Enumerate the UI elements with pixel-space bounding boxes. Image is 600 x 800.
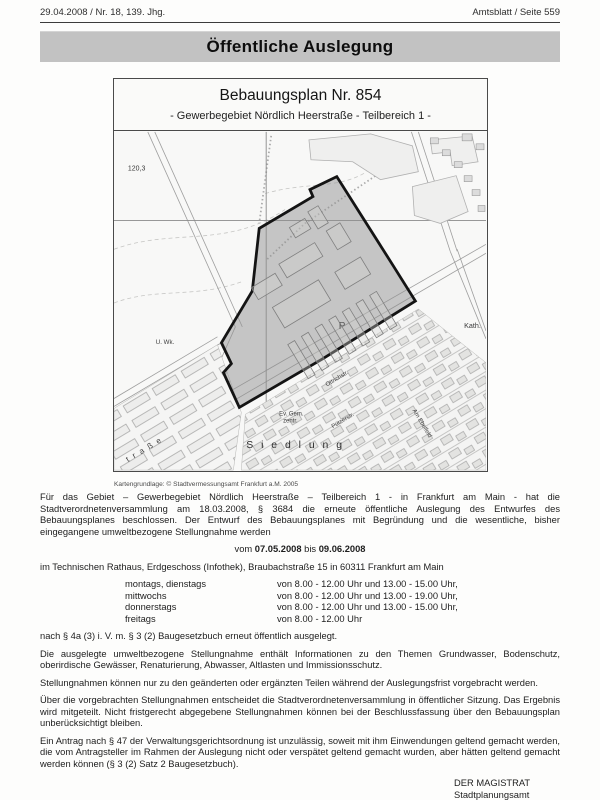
page-header <box>40 7 560 23</box>
paragraph-admissibility: Ein Antrag nach § 47 der Verwaltungsgerichtsordnung ist unzulässig, soweit mit ihm Einwendungen geltend gemacht werden, die vom Antragsteller im Rahmen der Auslegung nicht oder verspätet geltend gemacht wurden, aber hätten geltend gemacht werden können (§ 3 (2) Satz 2 Baugesetzbuch). <box>40 735 560 769</box>
paragraph-comments: Stellungnahmen können nur zu den geänderten oder ergänzten Teilen während der Auslegungsfrist vorgebracht werden. <box>40 677 538 688</box>
paragraph-location: im Technischen Rathaus, Erdgeschoss (Infothek), Braubachstraße 15 in 60311 Frankfurt am Main <box>40 561 444 572</box>
street-label-ottrichstr: Ottrichstr. <box>324 369 350 389</box>
schedule-row <box>125 614 560 626</box>
schedule-days: mittwochs <box>125 590 167 601</box>
plan-map-box <box>113 78 488 472</box>
period-middle: bis <box>304 544 317 554</box>
schedule-times: von 8.00 - 12.00 Uhr <box>277 613 363 624</box>
period-prefix: vom <box>234 544 253 554</box>
notice-body <box>40 492 560 800</box>
plan-title-block <box>114 79 487 131</box>
opening-hours-table <box>125 579 560 625</box>
map-source-caption: Kartengrundlage: © Stadtvermessungsamt Frankfurt a.M. 2005 <box>114 481 299 488</box>
section-banner <box>40 31 560 62</box>
uwk-label: U. Wk. <box>155 338 175 346</box>
section-banner-title: Öffentliche Auslegung <box>206 37 394 56</box>
plan-subtitle: - Gewerbegebiet Nördlich Heerstraße - Teilbereich 1 - <box>170 110 431 122</box>
elevation-label: 120,3 <box>127 165 146 173</box>
paragraph-decision: Über die vorgebrachten Stellungnahmen entscheidet die Stadtverordnetenversammlung in öffentlicher Sitzung. Das Ergebnis wird mitgeteilt. Nicht fristgerecht abgegebene Stellungnahmen können bei der Beschlussfassung über den Bebauungsplan unberücksichtigt bleiben. <box>40 695 560 728</box>
street-label-puetzerstr: Pützerstr. <box>330 411 356 431</box>
ev-gem-label-2: zentr. <box>283 418 298 425</box>
signature-authority: DER MAGISTRAT <box>454 778 531 788</box>
signature-office: Stadtplanungsamt <box>454 789 530 800</box>
plan-title: Bebauungsplan Nr. 854 <box>219 87 382 104</box>
period-start-date: 07.05.2008 <box>254 544 302 554</box>
siedlung-label: S i e d l u n g <box>246 440 345 452</box>
street-label-am-ebelfeld: Am Ebelfeld <box>410 408 433 439</box>
schedule-times: von 8.00 - 12.00 Uhr und 13.00 - 19.00 Uhr, <box>277 590 458 601</box>
kath-label: Kath. <box>464 321 481 330</box>
schedule-row <box>125 591 560 603</box>
schedule-days: donnerstags <box>125 602 177 612</box>
parking-label: P <box>338 320 346 332</box>
ev-gem-label-1: Ev. Gem. <box>279 411 304 418</box>
schedule-times: von 8.00 - 12.00 Uhr und 13.00 - 15.00 Uhr, <box>277 579 458 589</box>
cadastral-map <box>114 131 486 471</box>
schedule-times: von 8.00 - 12.00 Uhr und 13.00 - 15.00 Uhr, <box>277 602 458 612</box>
signature-block <box>454 778 560 800</box>
display-period-line <box>40 544 560 556</box>
header-date-issue: 29.04.2008 / Nr. 18, 139. Jhg. <box>40 7 166 18</box>
paragraph-legal-basis: nach § 4a (3) i. V. m. § 3 (2) Baugesetzbuch erneut öffentlich ausgelegt. <box>40 631 338 641</box>
schedule-row <box>125 602 560 614</box>
paragraph-intro: Für das Gebiet – Gewerbegebiet Nördlich Heerstraße – Teilbereich 1 - in Frankfurt am Main - hat die Stadtverordnetenversammlung am 18.03.2008, § 3684 die erneute öffentliche Auslegung des Entwurfes des Bebauungsplanes beschlossen. Der Entwurf des Bebauungsplanes mit Begründung und die wesentliche, bisher eingegangene umweltbezogene Stellungnahme werden <box>40 492 560 537</box>
period-end-date: 09.06.2008 <box>318 544 366 554</box>
schedule-days: freitags <box>125 613 156 624</box>
paragraph-environmental: Die ausgelegte umweltbezogene Stellungnahme enthält Informationen zu den Themen Grundwasser, Bodenschutz, oberirdische Gewässer, Renaturierung, Abwasser, Altlasten und Immissionsschutz. <box>40 648 560 670</box>
header-page-ref: Amtsblatt / Seite 559 <box>472 7 560 18</box>
street-label-strasse: t r a ß e <box>124 435 164 464</box>
schedule-days: montags, dienstags <box>125 579 207 589</box>
schedule-row <box>125 579 560 591</box>
